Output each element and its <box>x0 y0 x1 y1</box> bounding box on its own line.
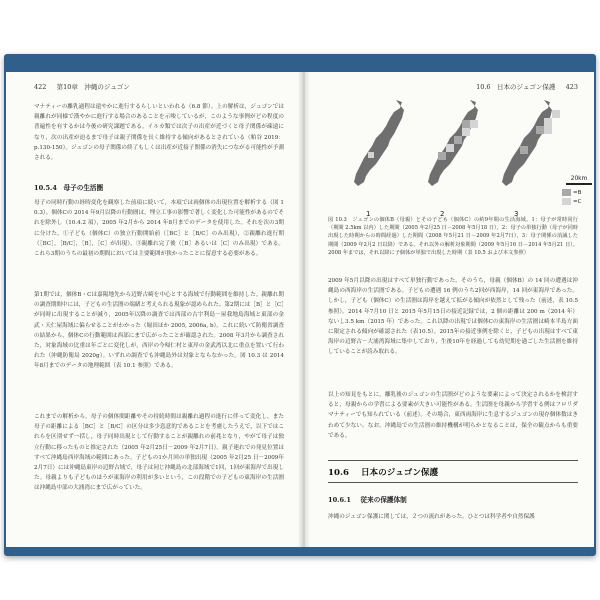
map-legend <box>562 176 594 207</box>
subsection-heading-10-5-4: 10.5.4 母子の生活圏 <box>34 184 104 192</box>
left-paragraph-1: マナティーの離乳過程は遠やかに進行するらしいといわれる（6.8 節）。上の解析は，ジュゴンでは親離れが同様で漢やかに進行する場合のあることを示唆しているが，このような事例がどの程度の普遍性を有するかは今後の研究課題である。イルカ類では次子の出産が近づくと母子関係が疎遠になり，次の出産が迫るまで母子は親子関係を長く維持する傾向があるとされている（粕谷 2019：p.130-150）。ジュゴンの母子関係の終了もしくは出産が近接子関係の消失につながる可能性が予測される。 <box>34 104 284 162</box>
section-rule-bottom <box>328 482 578 483</box>
map-label-1: 1 <box>366 210 371 218</box>
scale-bar <box>566 183 592 185</box>
map-label-2: 2 <box>440 210 445 218</box>
map-label-3: 3 <box>514 210 519 218</box>
left-page <box>6 72 302 547</box>
section-number: 10.6 <box>328 468 349 478</box>
section-running-title: 10.6 日本のジュゴン保護 <box>476 83 556 91</box>
okinawa-maps-svg <box>346 92 566 212</box>
right-paragraph-1: 2009 年5月以降の出現はすべて単独行動であった。そのうち，母親（個体B）の 14 回の遭遇は沖縄島の西海岸の生活圏である。子どもの遭遇 16 例のうち2回が西海岸，14 回が東海岸であった。しかし，子ども（個体C）の生活圏は海岸を越えて拡がる傾向が依然として残った（前述，表 10.5 参照）。2014 年7月10 日と 2015 年5月15日の接近記録では，2 個の距離は 200 m（2014 年）ないし3.5 km（2015 年）であった。これ以降の出現では個体Cの東海岸の生活圏は崎本半島方面に限定される傾向が確認された（表10.5）。2015年の接近事例を除くと，子どもの出現はすべて東海岸の辺野古－大浦湾海域に集中しており，生後10年を経過しても幼児期を過ごした生活圏を維持していることが読み取れる。 <box>328 278 578 356</box>
scale-label: 20km <box>570 176 588 182</box>
left-paragraph-3: 第1期では，個体B・Cは嘉陽地先から辺野古崎を中心とする海域で行動範囲を維持した。親離れ期の調査期間中には，子どもの生活圏の端緒と考えられる現象が認められた。第2期には［B］と［C］が同時に出現することが減り，2005年以降の調査では西部の古宇利島－屋我地島海域と東部の金武・天仁屋海域に偏らせることがわかった（堀田ほか 2005, 2006a, b）。これに続いて防衛省調査の結果から，個体Cの行動範囲は西部にまで広がったことが確認された。2008 年3月から調査された，対象海域の比重は年ごとに変化しが，西岸の今帰仁村と東岸の金武湾以北に重点を置いて行われた（沖縄防衛局 2020g）。いずれの調査でも沖縄島外は対象とならなかった。図 10.3 は 2014 年8月までのデータの地理範囲（表 10.1 参照）である。 <box>34 292 284 370</box>
right-page <box>306 72 594 547</box>
legend-label-b: =B <box>573 189 582 196</box>
right-paragraph-2: 以上の知見をもとに，離乳後のジュゴンの生活圏がどのような要素によって決定されるかを検討すると，母親からの学習による要素が大きい可能性がある。生活圏を母親から学習する例はフロリダマナティーでも知られている（前述）。その場合，東西両海岸に生息するジュゴンの現存個体数はきわめて少ない。なお，沖縄島での生活圏の維持機構が明らかとなることは，保全の観点からも重要である。 <box>328 392 578 439</box>
legend-swatch-b <box>562 189 571 196</box>
subsection-title: 従来の保護体制 <box>360 496 407 504</box>
section-title: 日本のジュゴン保護 <box>360 468 439 478</box>
chapter-title: 第10章 沖縄のジュゴン <box>56 83 130 91</box>
subsection-heading-10-6-1 <box>328 494 407 504</box>
left-running-head <box>34 82 130 91</box>
left-page-number: 422 <box>34 83 47 91</box>
book-spread <box>6 72 594 547</box>
right-page-number: 423 <box>565 83 578 91</box>
subsection-number: 10.6.1 <box>328 496 351 504</box>
legend-item-b <box>562 189 594 196</box>
right-paragraph-3: 沖縄のジュゴン保護に関しては，２つの流れがあった。ひとつは科学者や自然保護 <box>328 514 535 520</box>
right-running-head <box>476 82 578 91</box>
map-3 <box>502 100 560 186</box>
figure-10-3-maps <box>346 92 566 232</box>
legend-label-c: =C <box>573 198 582 205</box>
map-2 <box>428 100 478 186</box>
map-1 <box>354 100 404 186</box>
section-rule-top <box>328 460 578 461</box>
section-heading-10-6 <box>328 466 438 478</box>
figure-caption: 図 10.3 ジュゴンの個体B（母親）とその子ども（個体C）の約9年間の生活海域。1：母子が常時同行（期間 2.5km 以内）した期間（2005 年2月25 日－2008 年5月18 日），2：母子の単独行動（母子が同時出現した時期からの時間経過）した期間（2008 年5月21 日－2009 年2月7日），3：母子関係の消滅した期間（2009 年2月2 日以降）である。それ以外の解析対象期間（2009 年5月16 日－2014 年5月21 日）。2008 年までは，それ以降に子個体が単独で出現した時期（表 10.5 および本文参照） <box>328 217 578 256</box>
legend-item-c <box>562 198 594 205</box>
left-paragraph-4: これまでの解析から，母子の個体間距離やその持続時間は親離れ過程の進行に伴って変化し，また母子の距離による［BC］と［B/C］の区分は多少恣意的であることを考慮したうえで，以下ではこれらを区別せず一括し，母子同時出現として行動することが親離れの前兆となり，やがて母子は独立行動に移ったものと推定された（2005 年2月25日－2009 年2月7日）。親子連れでの発見位置はすべて沖縄島西岸海域の範囲にあった。子どもの1か月回の単独出現（2005 年2月25 日－2009年2月7日）には沖縄島東岸の辺野古域で，母子は同じ沖縄島の北部海域で1回，1回が東海岸で出現した。母親よりも子どものほうが東海岸の利用が多いという，この段階での子どもの東海岸の生活圏は沖縄島中部の大浦湾にまで広がっていた。 <box>34 414 284 492</box>
legend-swatch-c <box>562 198 571 205</box>
left-paragraph-2: 母子の同時行動の経時変化を観察した前項に続いて，本項では両個体の出現位置を解析する（図 10.3）。個体Cの 2014 年9月以降の行動圏は，埋立工事の影響で著しく変化した可能性があるのでそれを除外し（10.4.2 項），2005 年2月から 2014 年8月までのデータを使用した。それを次の3期に分けた。①子ども（個体C）の独立行動開始前（［BC］と［B/C］のみ出現），②親離れ進行期（［BC］，［B/C］，［B］，［C］が出現），③親離れ完了後（［B］あるいは［C］のみ出現）である。これら3期のうちの最初の期間においては主要範囲が狭かったことに留意する必要がある。 <box>34 200 284 258</box>
